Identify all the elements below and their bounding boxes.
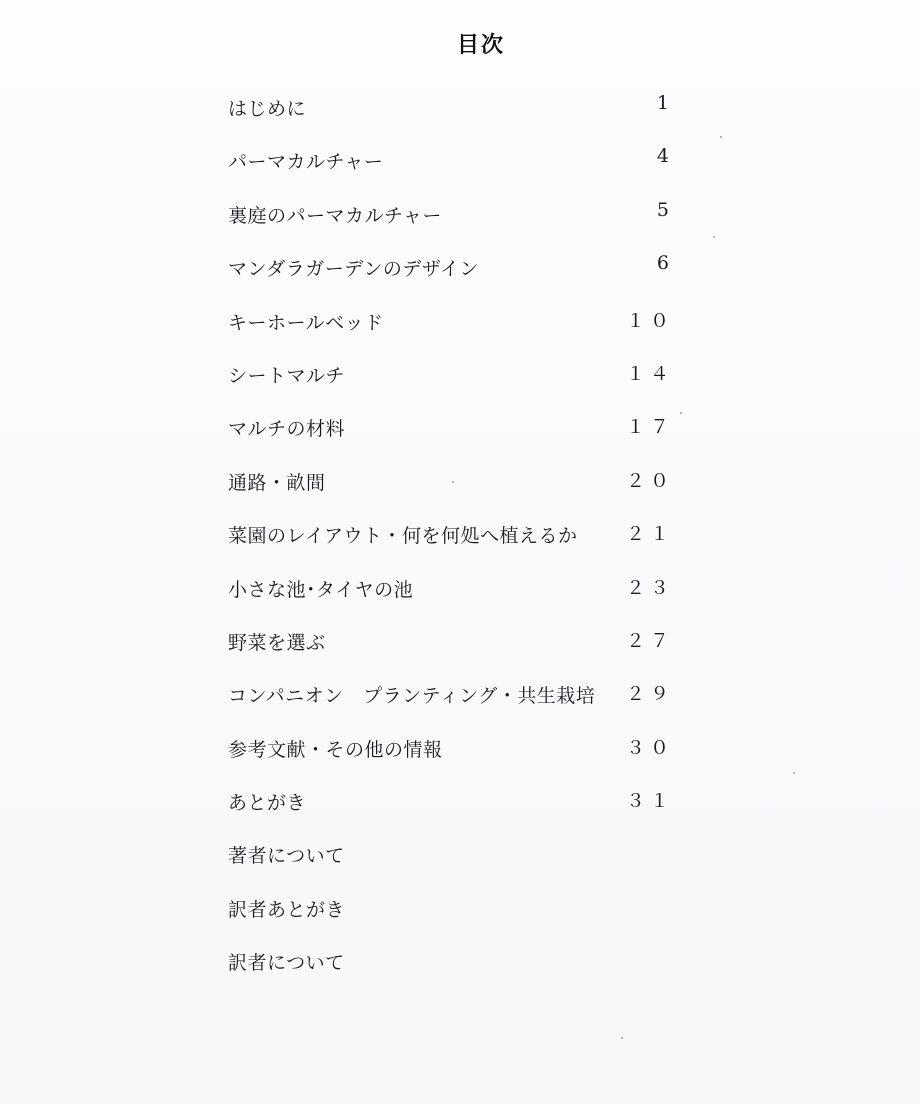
toc-entry <box>0 835 920 888</box>
toc-entry-page: 6 <box>656 252 674 275</box>
toc-entry-page: 1 <box>656 92 674 114</box>
toc-entry-title: マルチの材料 <box>228 418 346 441</box>
toc-entry-title: 野菜を選ぶ <box>228 631 326 654</box>
scan-speck <box>680 412 682 414</box>
toc-entry <box>0 515 920 568</box>
toc-entry-page: ２０ <box>625 469 674 492</box>
toc-entry <box>0 355 920 408</box>
toc-entry-title: 菜園のレイアウト・何を何処へ植えるか <box>228 525 578 548</box>
toc-entry-title: 訳者について <box>228 952 345 975</box>
toc-entry-page: ２９ <box>625 683 674 706</box>
toc-entry-title: 通路・畝間 <box>228 471 326 494</box>
toc-entry-page: １４ <box>625 362 674 385</box>
scan-speck <box>713 236 715 238</box>
toc-entry <box>0 622 920 675</box>
toc-entry-title: マンダラガーデンのデザイン <box>228 258 480 281</box>
toc-entry-title: 裏庭のパーマカルチャー <box>228 204 442 227</box>
toc-entry <box>0 302 920 355</box>
scan-speck <box>793 772 795 774</box>
toc-entry-page: １７ <box>625 416 674 439</box>
toc-entry <box>0 782 920 835</box>
toc-entry-page: ２３ <box>625 576 674 599</box>
toc-entry-title: あとがき <box>228 792 307 815</box>
toc-entry-page: 5 <box>656 198 674 221</box>
scan-speck <box>621 1037 623 1039</box>
toc-entry <box>0 248 920 301</box>
toc-entry-title: 小さな池･タイヤの池 <box>228 578 414 601</box>
toc-entry-title: キーホールベッド <box>228 311 384 334</box>
toc-entry <box>0 675 920 728</box>
toc-entry <box>0 462 920 515</box>
toc-entry <box>0 729 920 782</box>
toc-entry-page: 4 <box>656 145 674 168</box>
toc-entry-title: 訳者あとがき <box>228 898 346 921</box>
toc-entry <box>0 195 920 248</box>
toc-title: 目次 <box>456 32 505 58</box>
toc-entry-title: シートマルチ <box>228 364 346 387</box>
scan-speck <box>452 481 454 483</box>
toc-entry <box>0 942 920 995</box>
toc-entry-title: はじめに <box>228 98 307 120</box>
toc-entry-page: ３１ <box>625 790 674 813</box>
toc-entry <box>0 408 920 461</box>
toc-entry-page: ３０ <box>625 736 674 759</box>
toc-entry-page: １０ <box>625 309 674 332</box>
toc-entry <box>0 569 920 622</box>
toc-entry <box>0 889 920 942</box>
toc-entry-title: 著者について <box>228 845 345 868</box>
toc-entry-page: ２７ <box>625 629 674 652</box>
scan-speck <box>720 136 722 138</box>
toc-entry <box>0 88 920 141</box>
toc-entry-title: 参考文献・その他の情報 <box>228 738 443 761</box>
toc-list <box>0 88 920 996</box>
toc-entry-page: ２１ <box>625 523 674 546</box>
toc-entry-title: パーマカルチャー <box>228 151 384 174</box>
toc-entry <box>0 141 920 194</box>
toc-entry-title: コンパニオン プランティング・共生栽培 <box>228 685 596 708</box>
